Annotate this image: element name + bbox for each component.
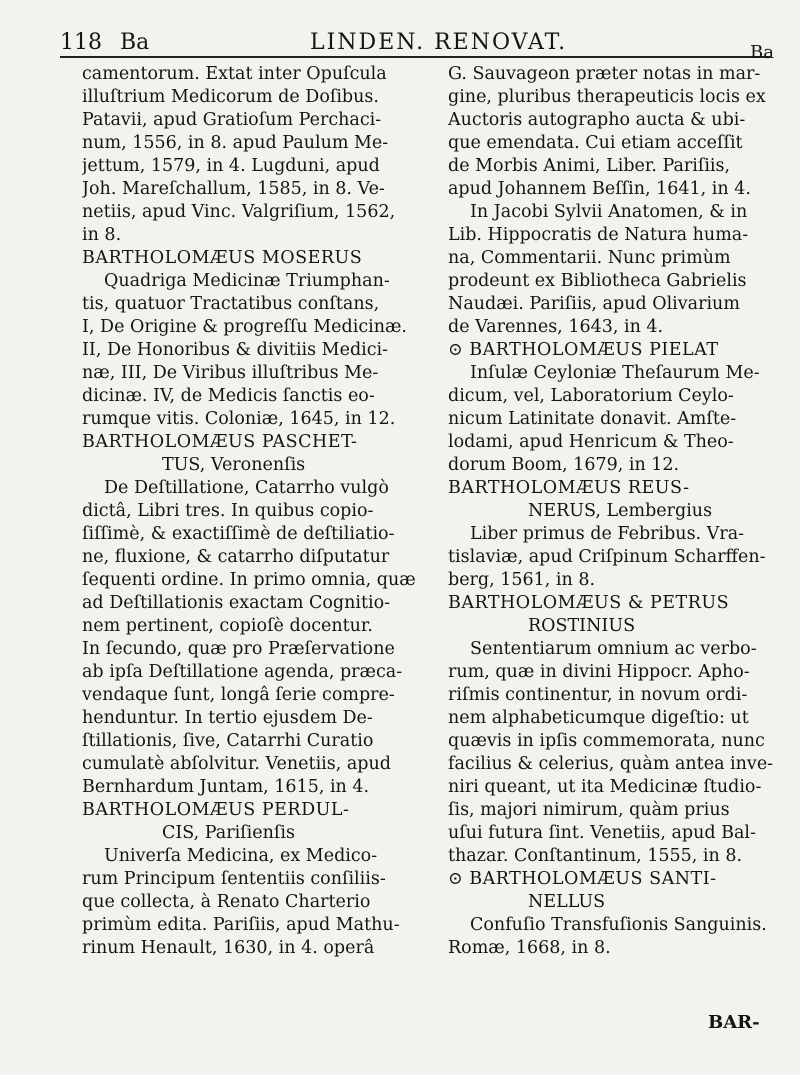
text-line: de Morbis Animi, Liber. Pariſiis, bbox=[448, 156, 731, 176]
left-column bbox=[82, 63, 432, 960]
text-line: num, 1556, in 8. apud Paulum Me- bbox=[82, 133, 389, 153]
text-line: ſiſſimè, & exactiſſimè de deſtiliatio- bbox=[82, 524, 395, 544]
text-line: I, De Origine & progreſſu Medicinæ. bbox=[82, 317, 407, 337]
text-line: in 8. bbox=[82, 225, 122, 245]
text-line: ad Deſtillationis exactam Cognitio- bbox=[82, 593, 391, 613]
text-line: prodeunt ex Bibliotheca Gabrielis bbox=[448, 271, 747, 291]
text-line: tislaviæ, apud Criſpinum Scharffen- bbox=[448, 547, 766, 567]
header-catchword-right: Ba bbox=[750, 42, 774, 63]
text-line: ſtillationis, ſive, Catarrhi Curatio bbox=[82, 731, 374, 751]
entry-heading-line: BARTHOLOMÆUS PASCHET- bbox=[82, 432, 358, 452]
text-line: gine, pluribus therapeuticis locis ex bbox=[448, 87, 766, 107]
text-line: berg, 1561, in 8. bbox=[448, 570, 596, 590]
text-line: rum, quæ in divini Hippocr. Apho- bbox=[448, 662, 750, 682]
text-line: riſmis continentur, in novum ordi- bbox=[448, 685, 748, 705]
text-line: de Varennes, 1643, in 4. bbox=[448, 317, 664, 337]
text-line: niri queant, ut ita Medicinæ ſtudio- bbox=[448, 777, 762, 797]
text-line: nem alphabeticumque digeſtio: ut bbox=[448, 708, 749, 728]
entry-heading-line: TUS, Veronenſis bbox=[162, 455, 306, 475]
text-line: nem pertinent, copioſè docentur. bbox=[82, 616, 373, 636]
text-line: primùm edita. Pariſiis, apud Mathu- bbox=[82, 915, 400, 935]
text-line: ab ipſa Deſtillatione agenda, præca- bbox=[82, 662, 403, 682]
entry-heading-line: NELLUS bbox=[528, 892, 606, 912]
entry-heading-line: BARTHOLOMÆUS MOSERUS bbox=[82, 248, 363, 268]
text-line: Lib. Hippocratis de Natura huma- bbox=[448, 225, 749, 245]
text-line: thazar. Conſtantinum, 1555, in 8. bbox=[448, 846, 743, 866]
text-line: que emendata. Cui etiam acceſſit bbox=[448, 133, 743, 153]
text-line: apud Johannem Beſſin, 1641, in 4. bbox=[448, 179, 751, 199]
text-line: netiis, apud Vinc. Valgriſium, 1562, bbox=[82, 202, 396, 222]
entry-heading-line: BARTHOLOMÆUS REUS- bbox=[448, 478, 690, 498]
text-line: que collecta, à Renato Charterio bbox=[82, 892, 371, 912]
text-line: dorum Boom, 1679, in 12. bbox=[448, 455, 680, 475]
right-column bbox=[448, 63, 773, 960]
text-line: dictâ, Libri tres. In quibus copio- bbox=[82, 501, 374, 521]
text-line: ne, fluxione, & catarrho diſputatur bbox=[82, 547, 390, 567]
text-line: II, De Honoribus & divitiis Medici- bbox=[82, 340, 389, 360]
text-line: In Jacobi Sylvii Anatomen, & in bbox=[470, 202, 748, 222]
entry-heading-line: NERUS, Lembergius bbox=[528, 501, 713, 521]
text-line: rum Principum ſententiis conſiliis- bbox=[82, 869, 386, 889]
text-line: Joh. Mareſchallum, 1585, in 8. Ve- bbox=[82, 179, 385, 199]
entry-heading-line: CIS, Pariſienſis bbox=[162, 823, 295, 843]
text-line: næ, III, De Viribus illuſtribus Me- bbox=[82, 363, 379, 383]
text-line: G. Sauvageon præter notas in mar- bbox=[448, 64, 761, 84]
text-line: ſis, majori nimirum, quàm prius bbox=[448, 800, 730, 820]
text-line: quævis in ipſis commemorata, nunc bbox=[448, 731, 765, 751]
text-line: De Deſtillatione, Catarrho vulgò bbox=[104, 478, 389, 498]
entry-heading-line: ⊙ BARTHOLOMÆUS SANTI- bbox=[448, 869, 717, 889]
text-line: illuſtrium Medicorum de Doſibus. bbox=[82, 87, 379, 107]
entry-heading-line: BARTHOLOMÆUS PERDUL- bbox=[82, 800, 350, 820]
text-line: Univerſa Medicina, ex Medico- bbox=[104, 846, 378, 866]
text-line: dicum, vel, Laboratorium Ceylo- bbox=[448, 386, 734, 406]
text-line: uſui futura ſint. Venetiis, apud Bal- bbox=[448, 823, 756, 843]
text-line: rinum Henault, 1630, in 4. operâ bbox=[82, 938, 375, 958]
text-line: Auctoris autographo aucta & ubi- bbox=[448, 110, 746, 130]
text-line: facilius & celerius, quàm antea inve- bbox=[448, 754, 773, 774]
page-number: 118 bbox=[60, 30, 102, 55]
running-header bbox=[60, 30, 774, 63]
text-line: nicum Latinitate donavit. Amſte- bbox=[448, 409, 737, 429]
text-line: Confuſio Transfuſionis Sanguinis. bbox=[470, 915, 767, 935]
text-line: lodami, apud Henricum & Theo- bbox=[448, 432, 734, 452]
bottom-catchword: BAR- bbox=[708, 1012, 760, 1033]
text-line: jettum, 1579, in 4. Lugduni, apud bbox=[82, 156, 380, 176]
text-line: cumulatè abſolvitur. Venetiis, apud bbox=[82, 754, 391, 774]
text-line: henduntur. In tertio ejusdem De- bbox=[82, 708, 373, 728]
text-line: ſequenti ordine. In primo omnia, quæ bbox=[82, 570, 416, 590]
text-line: camentorum. Extat inter Opuſcula bbox=[82, 64, 387, 84]
text-line: na, Commentarii. Nunc primùm bbox=[448, 248, 731, 268]
running-title: LINDEN. RENOVAT. bbox=[310, 30, 568, 55]
text-line: Inſulæ Ceyloniæ Theſaurum Me- bbox=[470, 363, 760, 383]
text-line: Liber primus de Febribus. Vra- bbox=[470, 524, 745, 544]
text-line: vendaque ſunt, longâ ſerie compre- bbox=[82, 685, 395, 705]
entry-heading-line: ROSTINIUS bbox=[528, 616, 636, 636]
entry-heading-line: BARTHOLOMÆUS & PETRUS bbox=[448, 593, 730, 613]
text-line: Bernhardum Juntam, 1615, in 4. bbox=[82, 777, 370, 797]
text-line: Sententiarum omnium ac verbo- bbox=[470, 639, 757, 659]
text-line: In ſecundo, quæ pro Præſervatione bbox=[82, 639, 395, 659]
text-line: Naudæi. Pariſiis, apud Olivarium bbox=[448, 294, 740, 314]
header-catchword-left: Ba bbox=[120, 30, 150, 55]
text-line: Patavii, apud Gratioſum Perchaci- bbox=[82, 110, 382, 130]
text-line: dicinæ. IV, de Medicis ſanctis eo- bbox=[82, 386, 375, 406]
text-line: rumque vitis. Coloniæ, 1645, in 12. bbox=[82, 409, 396, 429]
entry-heading-line: ⊙ BARTHOLOMÆUS PIELAT bbox=[448, 340, 719, 360]
text-line: tis, quatuor Tractatibus conſtans, bbox=[82, 294, 380, 314]
text-line: Romæ, 1668, in 8. bbox=[448, 938, 611, 958]
text-line: Quadriga Medicinæ Triumphan- bbox=[104, 271, 390, 291]
